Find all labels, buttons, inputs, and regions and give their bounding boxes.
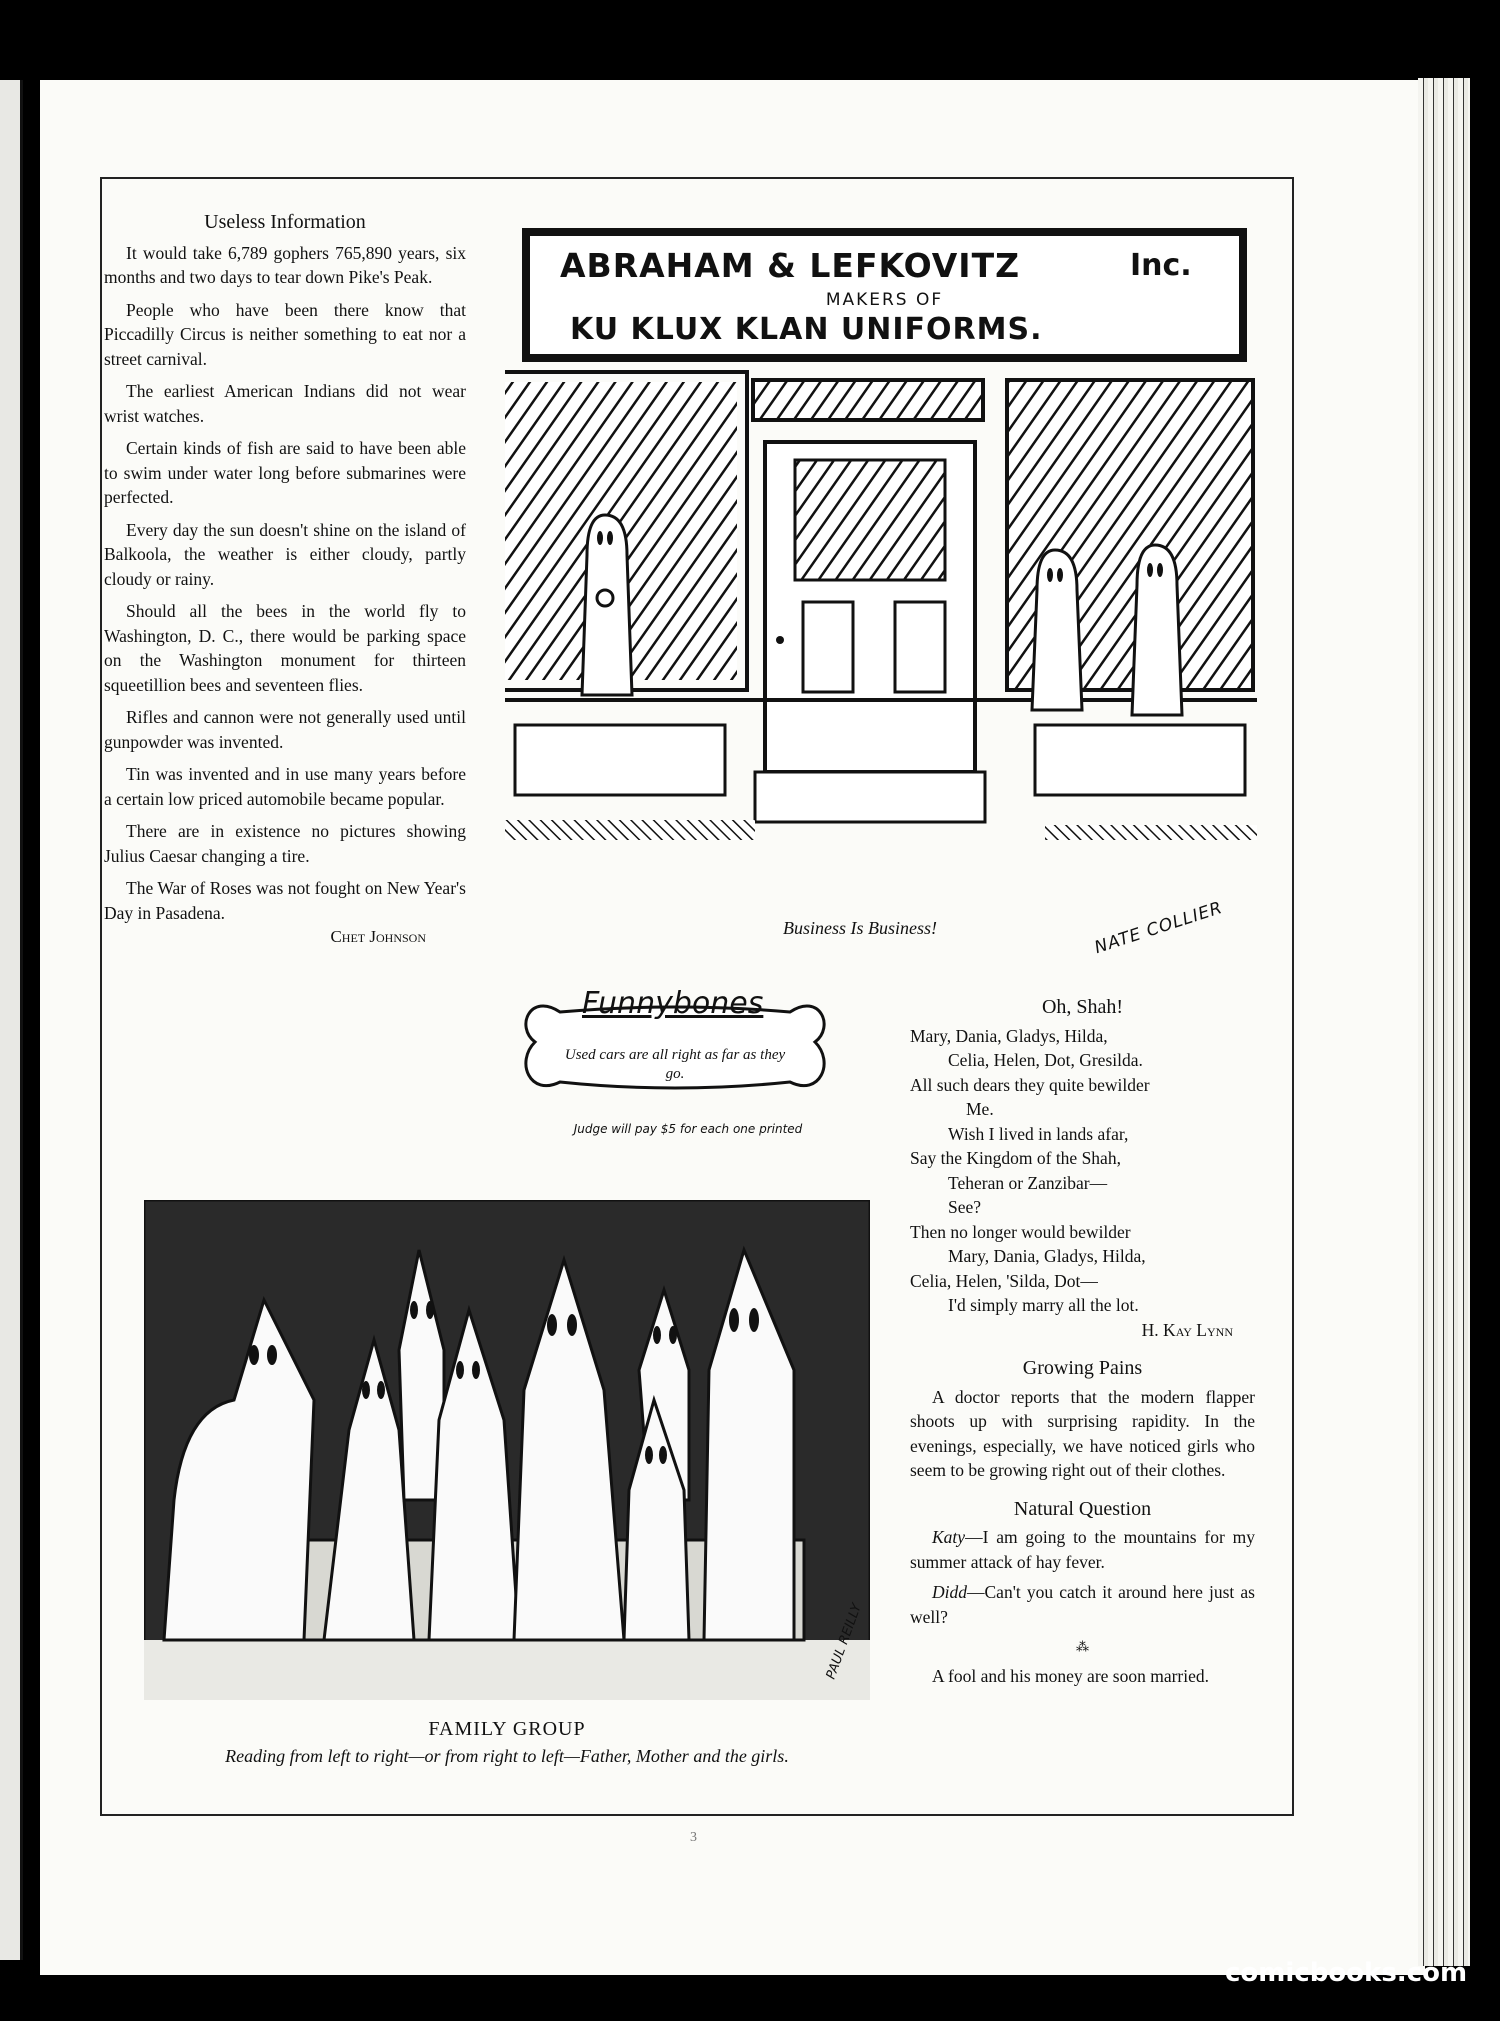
useless-information-column bbox=[104, 210, 466, 950]
poem-line: See? bbox=[948, 1197, 982, 1217]
katy-text: —I am going to the mountains for my summer attack of hay fever. bbox=[910, 1527, 1255, 1572]
oh-shah-poem bbox=[910, 1024, 1255, 1318]
poem-line: Say the Kingdom of the Shah, bbox=[910, 1148, 1121, 1168]
family-group-illustration bbox=[144, 1200, 870, 1700]
storefront-caption: Business Is Business! bbox=[783, 918, 937, 938]
funnybones-joke: Used cars are all right as far as they go. bbox=[564, 1047, 786, 1082]
funnybones-box bbox=[520, 982, 830, 1142]
useless-paragraph: Tin was invented and in use many years before a certain low priced automobile became popular. bbox=[104, 764, 466, 809]
poem-line: Mary, Dania, Gladys, Hilda, bbox=[910, 1025, 1108, 1046]
useless-paragraph: There are in existence no pictures showing Julius Caesar changing a tire. bbox=[104, 821, 466, 866]
didd-text: —Can't you catch it around here just as well? bbox=[910, 1582, 1255, 1627]
useless-paragraph: Certain kinds of fish are said to have been able to swim under water long before submarines were perfected. bbox=[104, 438, 466, 507]
didd-name: Didd bbox=[932, 1582, 967, 1602]
useless-paragraph: Every day the sun doesn't shine on the island of Balkoola, the weather is either cloudy, partly cloudy or rainy. bbox=[104, 519, 466, 589]
site-watermark: comicbooks.com bbox=[1225, 1958, 1468, 1988]
useless-paragraph: It would take 6,789 gophers 765,890 years, six months and two days to tear down Pike's Peak. bbox=[104, 242, 466, 287]
funnybones-footer: Judge will pay $5 for each one printed bbox=[573, 1122, 803, 1136]
funnybones-title: Funnybones bbox=[582, 986, 764, 1021]
useless-paragraph: Rifles and cannon were not generally used until gunpowder was invented. bbox=[104, 707, 466, 752]
useless-author: Chet Johnson bbox=[330, 927, 426, 946]
poem-line: Celia, Helen, 'Silda, Dot— bbox=[910, 1270, 1098, 1291]
family-group-title: FAMILY GROUP bbox=[428, 1718, 586, 1740]
left-page-edge bbox=[0, 80, 23, 1960]
shop-sign bbox=[522, 228, 1247, 362]
poem-line: Mary, Dania, Gladys, Hilda, bbox=[948, 1246, 1146, 1266]
family-group-cartoon bbox=[144, 1200, 870, 1700]
storefront-artist-signature: NATE COLLIER bbox=[1092, 897, 1226, 959]
useless-paragraph: The earliest American Indians did not wear wrist watches. bbox=[104, 381, 466, 426]
useless-paragraph: People who have been there know that Piccadilly Circus is neither something to eat nor a street carnival. bbox=[104, 299, 466, 369]
useless-information-heading: Useless Information bbox=[204, 211, 366, 233]
didd-line bbox=[910, 1580, 1255, 1629]
page-stack-edges bbox=[1418, 78, 1470, 1966]
natural-question-heading: Natural Question bbox=[1013, 1497, 1152, 1520]
poem-line: I'd simply marry all the lot. bbox=[948, 1295, 1139, 1315]
useless-paragraph: The War of Roses was not fought on New Year's Day in Pasadena. bbox=[104, 878, 466, 923]
poem-line: Teheran or Zanzibar— bbox=[948, 1172, 1108, 1193]
separator-stars: ⁂ bbox=[1076, 1639, 1089, 1654]
poem-line: Wish I lived in lands afar, bbox=[948, 1123, 1129, 1144]
oh-shah-author: H. Kay Lynn bbox=[1141, 1319, 1233, 1340]
katy-line bbox=[910, 1525, 1255, 1574]
sign-makers-of: MAKERS OF bbox=[825, 290, 944, 310]
oh-shah-heading: Oh, Shah! bbox=[1041, 996, 1124, 1018]
poem-line: Me. bbox=[966, 1099, 994, 1119]
poem-line: All such dears they quite bewilder bbox=[910, 1074, 1150, 1095]
growing-pains-text: A doctor reports that the modern flapper shoots up with surprising rapidity. In the evenings, especially, we have noticed girls who seem to be growing right out of their clothes. bbox=[910, 1386, 1255, 1480]
sign-company-name: ABRAHAM & LEFKOVITZ bbox=[560, 246, 1021, 285]
poem-line: Then no longer would bewilder bbox=[910, 1221, 1131, 1242]
katy-name: Katy bbox=[932, 1527, 966, 1547]
useless-paragraph: Should all the bees in the world fly to Washington, D. C., there would be parking space on the Washington monument for thirteen squeetillion bees and seventeen flies. bbox=[104, 601, 466, 695]
family-group-caption: Reading from left to right—or from right to left—Father, Mother and the girls. bbox=[225, 1746, 789, 1766]
poem-line: Celia, Helen, Dot, Gresilda. bbox=[948, 1050, 1143, 1070]
growing-pains-heading: Growing Pains bbox=[1022, 1357, 1143, 1379]
right-column bbox=[910, 995, 1255, 1694]
family-group-artist-signature: PAUL REILLY bbox=[823, 1601, 865, 1682]
fool-joke: A fool and his money are soon married. bbox=[932, 1665, 1210, 1686]
sign-product: KU KLUX KLAN UNIFORMS. bbox=[570, 312, 1043, 347]
page-number: 3 bbox=[690, 1830, 697, 1845]
sign-inc: Inc. bbox=[1130, 248, 1192, 283]
